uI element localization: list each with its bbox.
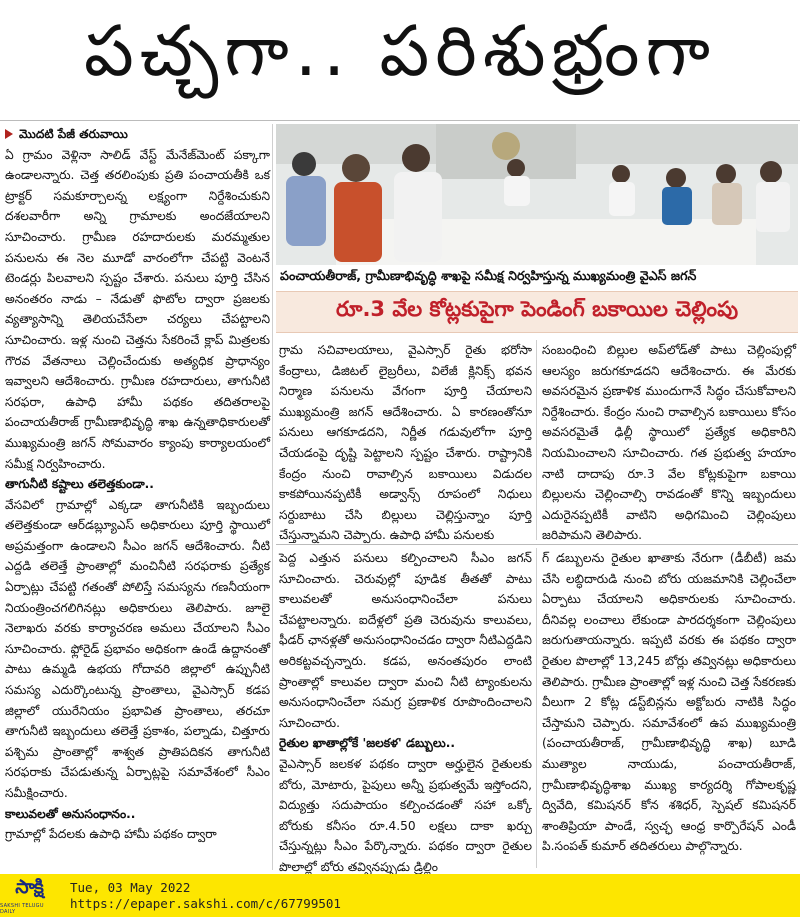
column-middle-lower [279,548,532,878]
meeting-photo [276,124,798,265]
footer-url[interactable]: https://epaper.sakshi.com/c/67799501 [70,895,341,911]
photo-caption: పంచాయతీరాజ్, గ్రామీణాభివృద్ధి శాఖపై సమీక్ష నిర్వహిస్తున్న ముఖ్యమంత్రి వైఎస్ జగన్ [280,268,697,283]
headline-divider [0,120,800,121]
triangle-icon [5,129,13,139]
column-middle-upper [279,340,532,546]
logo-subtext: SAKSHI TELUGU DAILY [0,903,44,915]
col2-upper-para: గ్రామ సచివాలయాలు, వైఎస్సార్ రైతు భరోసా కేంద్రాలు, డిజిటల్ లైబ్రరీలు, విలేజీ క్లినిక్స్ భవన నిర్మాణ పనులను వేగంగా పూర్తి చేయాలని ముఖ్యమంత్రి జగన్ ఆదేశించారు. ఏ కారణంతోనూ పనులు ఆగకూడదని, నిర్ణీత గడువులోగా పూర్తి చేయడంపై దృష్టి పెట్టాలని స్పష్టం చేశారు. రాష్ట్రానికి కేంద్రం నుంచి రావాల్సిన బకాయిలు విడుదల కాకపోయినప్పటికీ అడ్వాన్స్ రూపంలో నిధులు సర్దుబాటు చేసి బిల్లులు చెల్లిస్తున్నాం పూర్తి చేస్తున్నామని చెప్పారు. ఉపాధి హామీ పనులకు [279,343,532,543]
meeting-photo-illustration [276,124,798,265]
sakshi-logo [0,874,58,917]
footer-date: Tue, 03 May 2022 [70,879,191,895]
column-divider-1 [272,124,273,870]
col1-subheading-2: కాలువలతో అనుసంధానం.. [5,806,136,821]
footer-bar [0,874,800,917]
column-right-lower [542,548,796,857]
column-divider-2-upper [536,340,537,540]
col3-upper-para: సంబంధించి బిల్లుల అప్‌లోడ్‌తో పాటు చెల్లింపుల్లో ఆలస్యం జరుగకూడదని ఆదేశించారు. ఈ మేరకు అవసరమైన ప్రణాళిక ముందుగానే సిద్ధం చేసుకోవాలని నిర్దేశించారు. కేంద్రం నుంచి రావాల్సిన బకాయిలు కోసం అవసరమైతే ఢిల్లీ స్థాయిలో ప్రత్యేక అధికారిని నియమించాలని సూచించారు. గత ప్రభుత్వ హయాం నాటి దాదాపు రూ.3 వేల కోట్లకుపైగా బకాయి బిల్లులను చెల్లించాల్సి రావడంతో కొన్ని ఇబ్బందులు ఎదురైనప్పటికీ వాటిని అధిగమించి చెల్లింపులు జరిపామని తెలిపారు. [542,343,796,543]
col1-para-1: ఏ గ్రామం వెళ్లినా సాలిడ్ వేస్ట్ మేనేజ్‌మెంట్ పక్కాగా ఉండాలన్నారు. చెత్త తరలింపుకు ప్రతి పంచాయతీకి ఒక ట్రాక్టర్ సమకూర్చాలన్న లక్ష్యంగా నిర్దేశించుకుని దశలవారీగా అన్ని గ్రామాలకు అందజేయాలని సూచించారు. గ్రామీణ రహదారులకు మరమ్మతుల పనులను ఈ నెల మూడో వారంలోగా చేపట్టి వెంటనే టెండర్లు పిలవాలని స్పష్టం చేశారు. పనులు పూర్తి చేసిన అనంతరం నాడు – నేడుతో ఫొటోల ద్వారా ప్రజలకు వ్యత్యాసాన్ని తెలియచేసేలా చర్యలు చేపట్టాలని సూచించారు. ఇళ్ల నుంచి చెత్తను సేకరించే క్లాప్ మిత్రలకు గౌరవ వేతనాలు చెల్లించేందుకు అత్యధిక ప్రాధాన్యం ఇవ్వాలని ఆదేశించారు. గ్రామీణ రహదారులు, తాగునీటి సరఫరా, ఉపాధి హామీ పథకం తదితరాలపై పంచాయతీరాజ్ గ్రామీణాభివృద్ధి శాఖ ఉన్నతాధికారులతో ముఖ్యమంత్రి జగన్ సోమవారం క్యాంపు కార్యాలయంలో సమీక్ష నిర్వహించారు. [5,147,270,471]
col1-para-3: గ్రామాల్లో పేదలకు ఉపాధి హామీ పథకం ద్వారా [5,827,217,842]
col2-lower-subheading: రైతుల ఖాతాల్లోకే 'జలకళ' డబ్బులు.. [279,736,455,751]
footer-meta [70,880,341,912]
col3-lower-para: గ్ డబ్బులను రైతుల ఖాతాకు నేరుగా (డీబీటీ) జమ చేసి లబ్ధిదారుడి నుంచి బోరు యజమానికి చెల్లించేలా ఏర్పాటు చేయాలని అధికారులకు సూచించారు. దీనివల్ల లంచాలు లేకుండా పారదర్శకంగా చెల్లింపులు జరుగుతాయన్నారు. ఇప్పటి వరకు ఈ పథకం ద్వారా రైతుల పొలాల్లో 13,245 బోర్లు తవ్వినట్లు అధికారులు తెలిపారు. గ్రామీణ ప్రాంతాల్లో ఇళ్ల నుంచి చెత్త సేకరణకు వీలుగా 2 కోట్ల డస్ట్‌బిన్లను అక్టోబరు నాటికి సిద్ధం చేస్తామని చెప్పారు. సమావేశంలో ఉప ముఖ్యమంత్రి (పంచాయతీరాజ్, గ్రామీణాభివృద్ధి శాఖ) బూడి ముత్యాల నాయుడు, పంచాయతీరాజ్, గ్రామీణాభివృద్ధిశాఖ ముఖ్య కార్యదర్శి గోపాలకృష్ణ ద్వివేది, కమిషనర్ కోన శశిధర్, స్పెషల్ కమిషనర్ శాంతిప్రియా పాండే, స్వచ్ఛ ఆంధ్ర కార్పొరేషన్ ఎండీ పి.సంపత్ కుమార్ తదితరులు పాల్గొన్నారు. [542,551,796,854]
column-left [5,124,270,845]
middle-divider [276,544,798,545]
col1-para-2: వేసవిలో గ్రామాల్లో ఎక్కడా తాగునీటికి ఇబ్బందులు తలెత్తకుండా ఆర్‌డబ్ల్యూఎస్ అధికారులు పూర్తి స్థాయిలో అప్రమత్తంగా ఉండాలని సీఎం జగన్ ఆదేశించారు. నీటి ఎద్దడి తలెత్తే ప్రాంతాల్లో మంచినీటి సరఫరాకు ప్రత్యేక ఏర్పాట్లు చేపట్టి గతంతో పోలిస్తే సమస్యను గణనీయంగా నియంత్రించగలిగినట్లు అధికారులు తెలిపారు. జూలై నెలాఖరు వరకు కార్యాచరణ అమలు చేయాలని సీఎం సూచించారు. ఫ్లోరైడ్ ప్రభావం అధికంగా ఉండే ఉద్దానంతో పాటు ఉమ్మడి ఉభయ గోదావరి జిల్లాలో ఉప్పునీటి సమస్య ఎదుర్కొంటున్న ప్రాంతాలు, వైఎస్సార్ కడప జిల్లాలో యురేనియం ప్రభావిత ప్రాంతాలు, తరచూ తాగునీటి ఇబ్బందులు తలెత్తే ప్రకాశం, పల్నాడు, చిత్తూరు పశ్చిమ ప్రాంతాల్లో శాశ్వత ప్రాతిపదికన తాగునీటి సరఫరాకు చేపడుతున్న ఏర్పాట్లపై సమావేశంలో సీఎం సమీక్షించారు. [5,497,270,800]
column-divider-2-lower [536,548,537,868]
col1-subheading-1: తాగునీటి కష్టాలు తలెత్తకుండా.. [5,477,154,492]
continued-text: మొదటి పేజీ తరువాయి [19,127,128,141]
pending-dues-banner: రూ.3 వేల కోట్లకుపైగా పెండింగ్ బకాయిల చెల్లింపు [276,291,798,333]
col2-lower-para-2: వైఎస్సార్ జలకళ పథకం ద్వారా అర్హులైన రైతులకు బోరు, మోటారు, పైపులు అన్నీ ప్రభుత్వమే ఇస్తోందని, విద్యుత్తు సదుపాయం కల్పించడంతో సహా ఒక్కో బోరుకు కనీసం రూ.4.50 లక్షలు దాకా ఖర్చు చేస్తున్నట్లు సీఎం పేర్కొన్నారు. పథకం ద్వారా రైతుల పొలాల్లో బోరు తవ్వినప్పుడు డ్రిల్లిం [279,756,532,874]
headline: పచ్చగా.. పరిశుభ్రంగా [84,9,716,92]
logo-text: సాక్షి [15,876,43,898]
col2-lower-para-1: పెద్ద ఎత్తున పనులు కల్పించాలని సీఎం జగన్ సూచించారు. చెరువుల్లో పూడిక తీతతో పాటు కాలువలతో అనుసంధానించేలా పనులు చేపట్టాలన్నారు. ఐదేళ్లలో ప్రతి చెరువును కాలువలు, ఫీడర్ ఛానళ్లతో అనుసంధానించడం ద్వారా నీటిఎద్దడిని అరికట్టవచ్చన్నారు. కడప, అనంతపురం లాంటి ప్రాంతాల్లో కాలువల ద్వారా మంచి నీటి ట్యాంకులను అనుసంధానించేలా సమగ్ర ప్రణాళిక రూపొందించాలని సూచించారు. [279,551,532,730]
column-right-upper [542,340,796,546]
continued-label [5,124,270,145]
